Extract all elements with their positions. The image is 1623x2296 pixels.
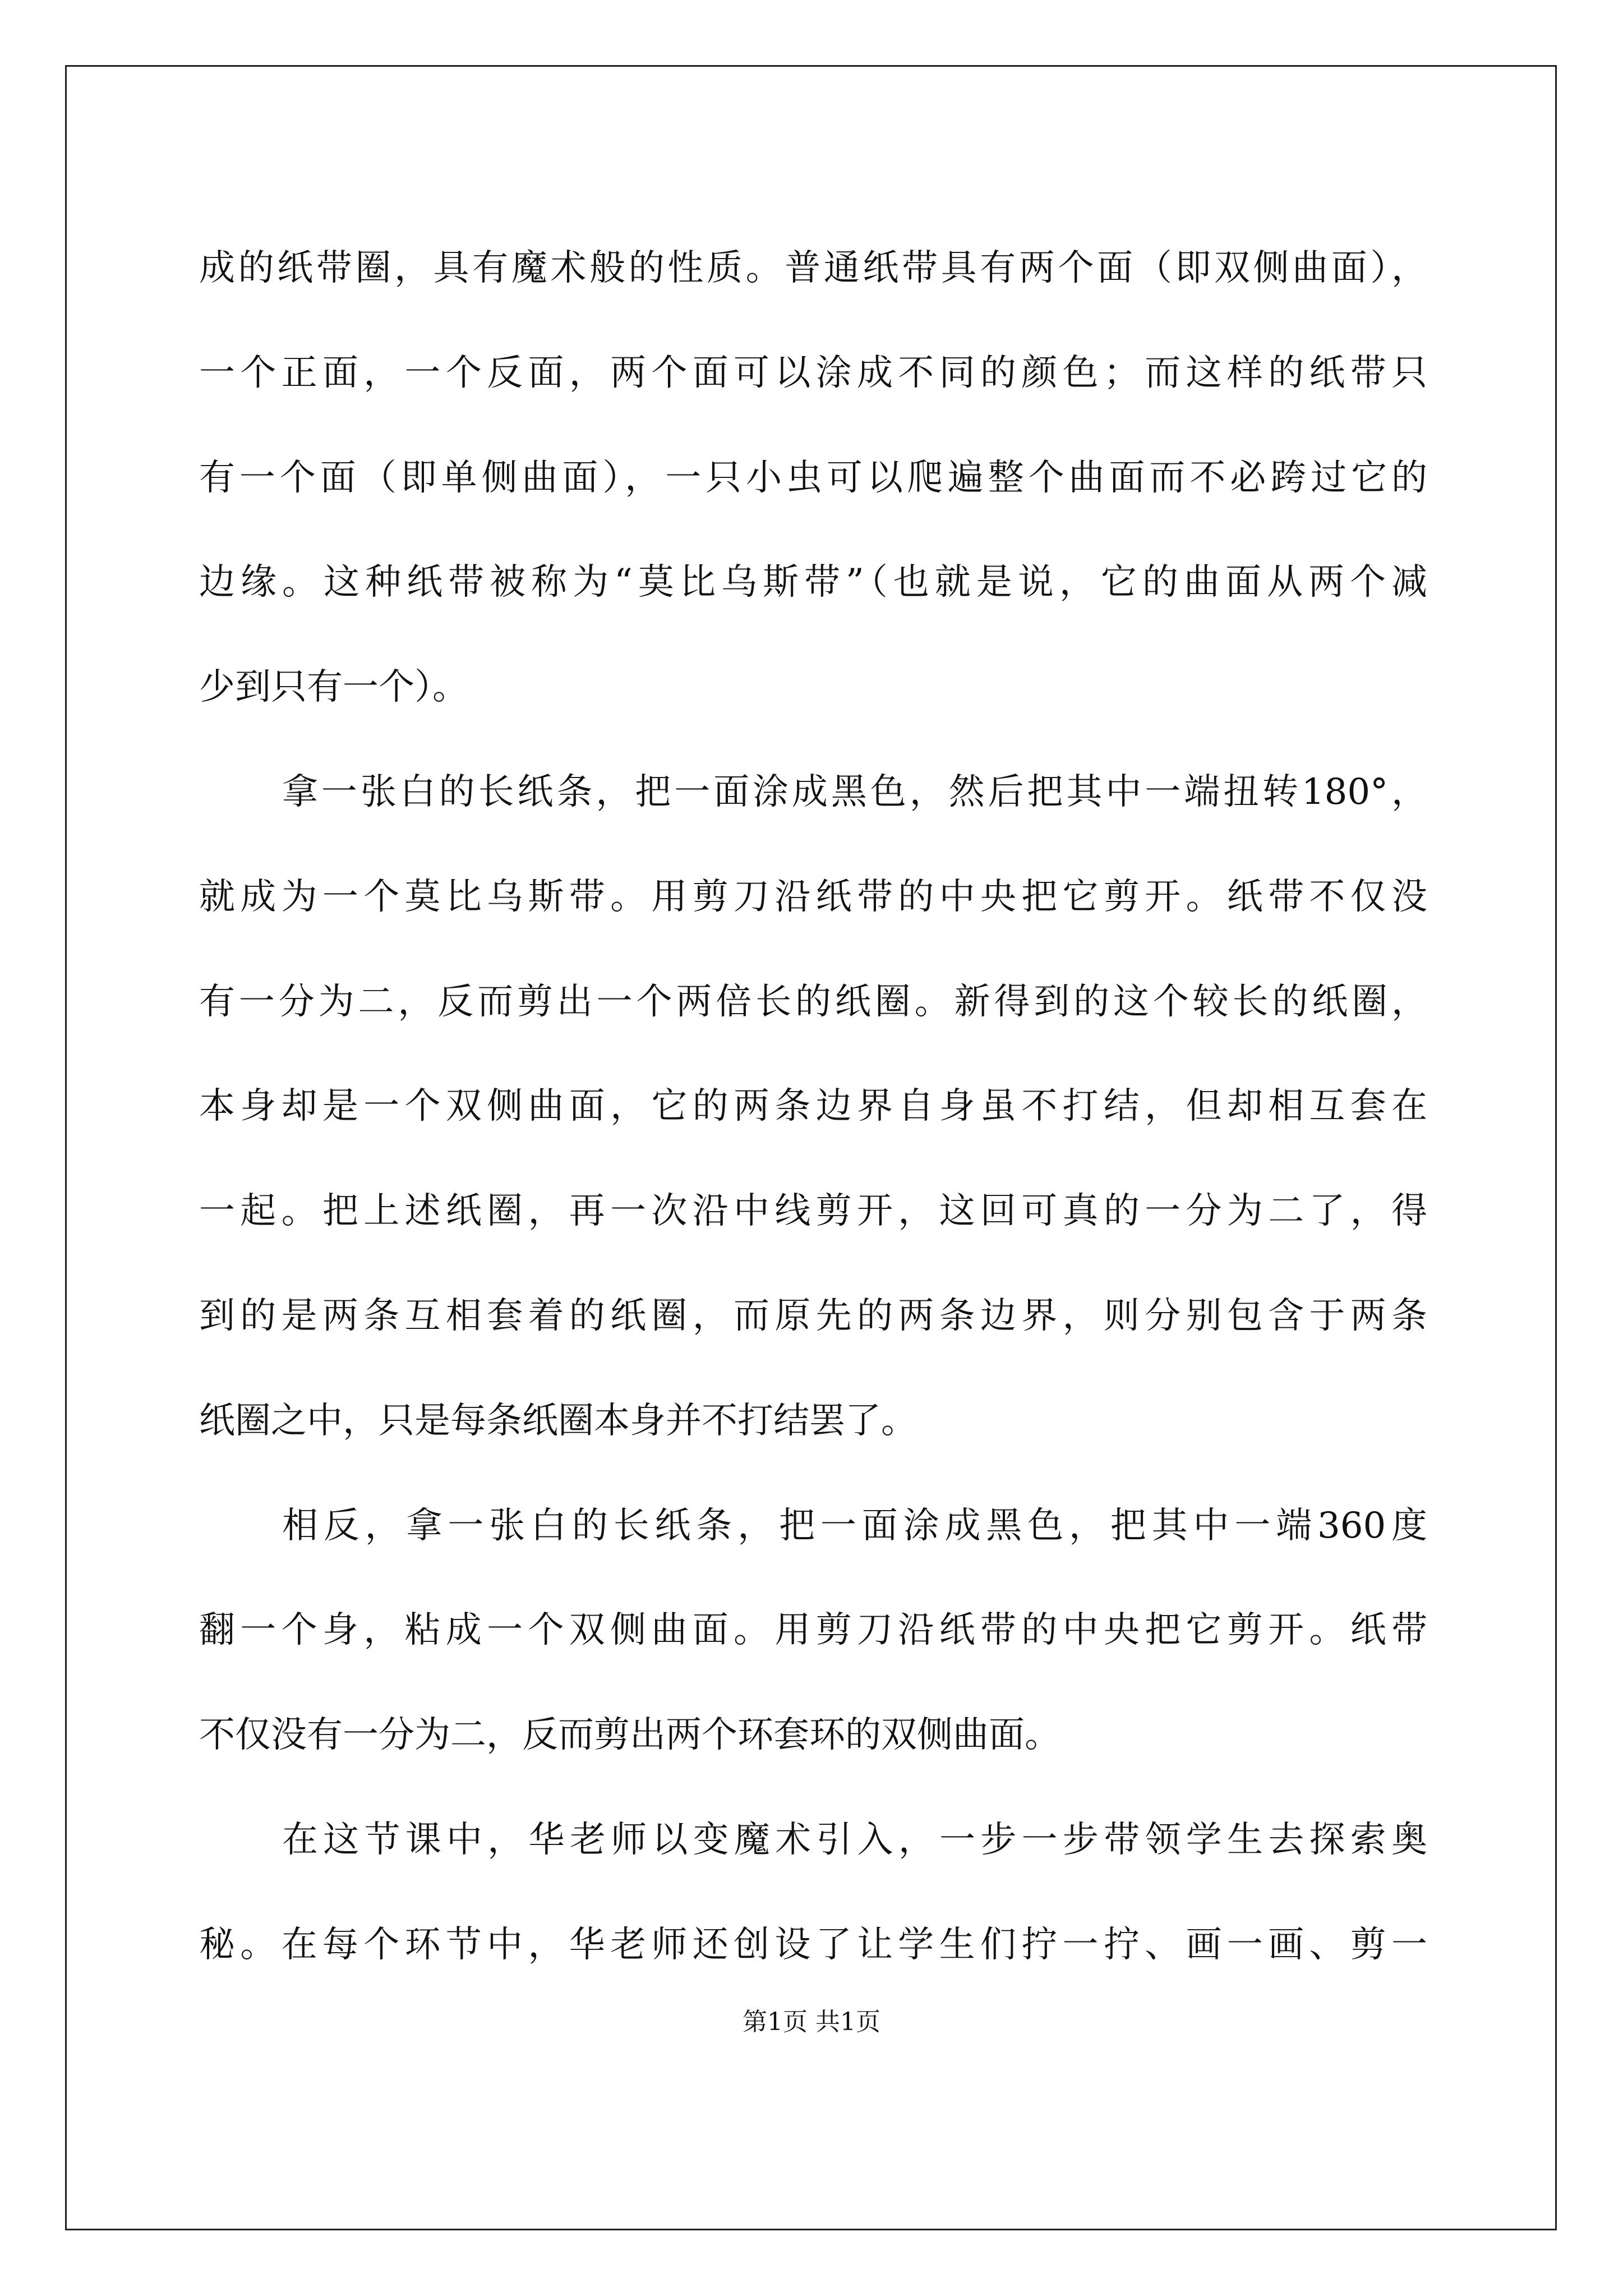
- text-line: 成的纸带圈，具有魔术般的性质。普通纸带具有两个面（即双侧曲面），: [199, 247, 1427, 289]
- text-line: 一个正面，一个反面，两个面可以涂成不同的颜色；而这样的纸带只: [199, 352, 1427, 394]
- text-line: 秘。在每个环节中，华老师还创设了让学生们拧一拧、画一画、剪一: [199, 1924, 1427, 1966]
- text-line: 本身却是一个双侧曲面，它的两条边界自身虽不打结，但却相互套在: [199, 1085, 1427, 1128]
- text-line: 纸圈之中，只是每条纸圈本身并不打结罢了。: [199, 1400, 917, 1442]
- text-line: 相反，拿一张白的长纸条，把一面涂成黑色，把其中一端360度: [282, 1504, 1427, 1547]
- text-line: 有一分为二，反而剪出一个两倍长的纸圈。新得到的这个较长的纸圈，: [199, 981, 1427, 1023]
- page-footer: 第1页 共1页: [743, 2008, 880, 2036]
- document-body: [199, 216, 1427, 1998]
- text-line: 到的是两条互相套着的纸圈，而原先的两条边界，则分别包含于两条: [199, 1295, 1427, 1337]
- text-line: 一起。把上述纸圈，再一次沿中线剪开，这回可真的一分为二了，得: [199, 1190, 1427, 1232]
- text-line: 有一个面（即单侧曲面），一只小虫可以爬遍整个曲面而不必跨过它的: [199, 457, 1427, 499]
- text-line: 少到只有一个）。: [199, 666, 468, 708]
- text-line: 边缘。这种纸带被称为“莫比乌斯带”（也就是说，它的曲面从两个减: [199, 562, 1427, 604]
- text-line: 就成为一个莫比乌斯带。用剪刀沿纸带的中央把它剪开。纸带不仅没: [199, 876, 1427, 918]
- text-line: 翻一个身，粘成一个双侧曲面。用剪刀沿纸带的中央把它剪开。纸带: [199, 1609, 1427, 1651]
- text-line: 不仅没有一分为二，反而剪出两个环套环的双侧曲面。: [199, 1714, 1061, 1756]
- text-line: 在这节课中，华老师以变魔术引入，一步一步带领学生去探索奥: [282, 1819, 1427, 1861]
- text-line: 拿一张白的长纸条，把一面涂成黑色，然后把其中一端扭转180°，: [282, 771, 1427, 813]
